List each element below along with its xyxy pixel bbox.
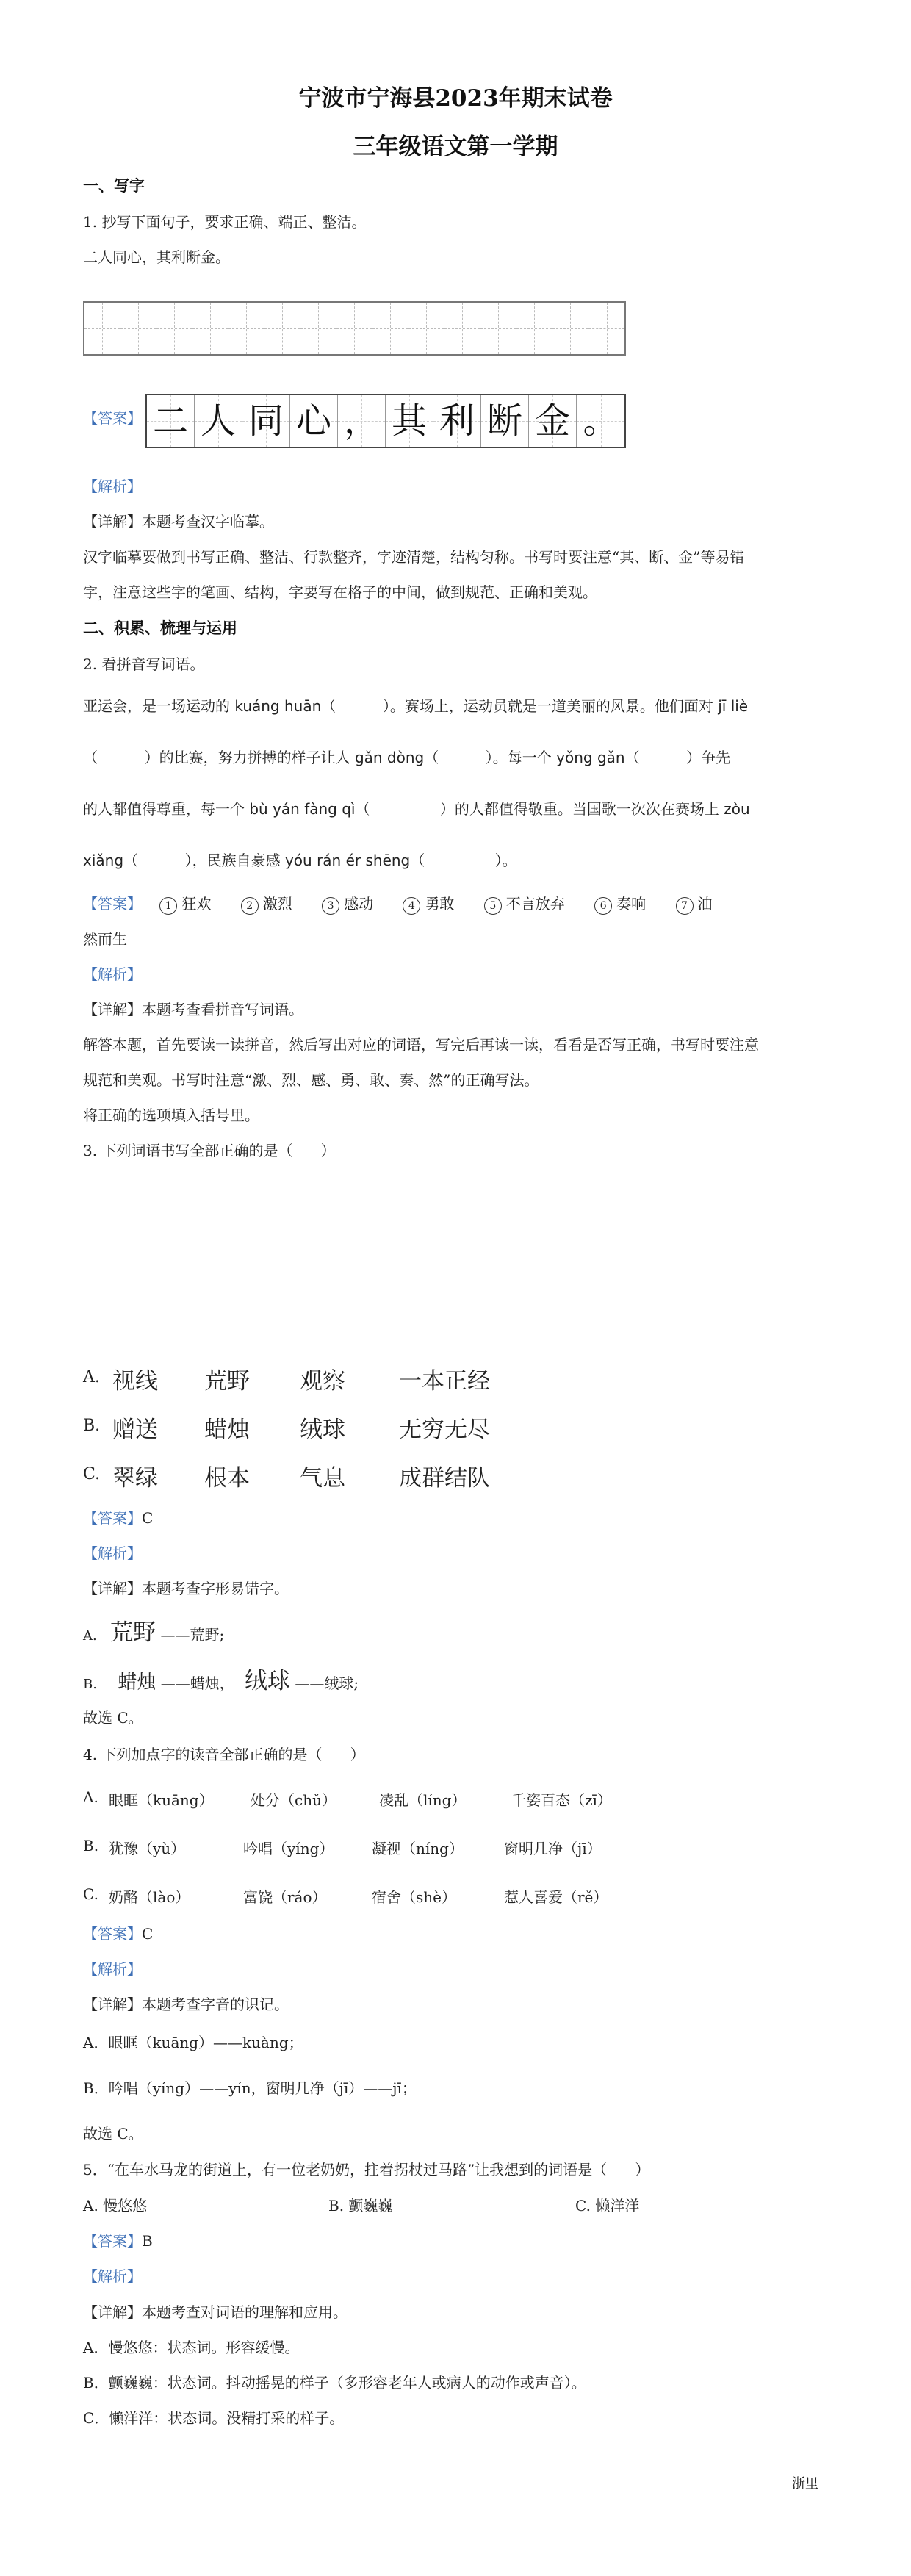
answer-char: 人: [200, 400, 236, 442]
answer-char: 。: [583, 400, 619, 442]
q1-jiexi-tag: 【解析】: [83, 478, 142, 495]
answer-char: 利: [439, 400, 475, 442]
q3-option-a[interactable]: A. 视线 荒野 观察 一本正经: [83, 1368, 490, 1395]
q2-line-2: （ ）的比赛，努力拼搏的样子让人 gǎn dòng（ ）。每一个 yǒng gǎn（ ）争先: [83, 749, 731, 766]
q5-answer: 【答案】B: [83, 2232, 153, 2250]
section-heading-1: 一、写字: [83, 176, 145, 195]
q3-conclude: 故选 C。: [83, 1709, 143, 1727]
q5-explain-a: A．慢悠悠：状态词。形容缓慢。: [83, 2339, 300, 2356]
answer-char: ，: [343, 400, 379, 442]
q3-option-c[interactable]: C. 翠绿 根本 气息 成群结队: [83, 1465, 490, 1492]
q2-line-1: 亚运会，是一场运动的 kuáng huān（ ）。赛场上，运动员就是一道美丽的风景。他们面对 jī liè: [83, 697, 749, 715]
q2-explain-3: 将正确的选项填入括号里。: [83, 1107, 259, 1124]
q5-option-c[interactable]: C. 懒洋洋: [575, 2197, 640, 2215]
answer-char: 心: [295, 400, 331, 442]
q4-explain-a: A．眼眶（kuāng）——kuàng；: [83, 2034, 303, 2051]
q4-option-c[interactable]: C. 奶酪（lào） 富饶（ráo） 宿舍（shè） 惹人喜爱（rě）: [83, 1885, 608, 1906]
q3-jiexi-tag: 【解析】: [83, 1544, 142, 1562]
q1-explain-2: 字，注意这些字的笔画、结构，字要写在格子的中间，做到规范、正确和美观。: [83, 583, 597, 601]
q4-option-b[interactable]: B. 犹豫（yù） 吟唱（yíng） 凝视（níng） 窗明几净（jī）: [83, 1837, 602, 1857]
question-4: 4. 下列加点字的读音全部正确的是（ ）: [83, 1746, 365, 1763]
answer-char: 其: [391, 400, 427, 442]
q4-explain-b: B．吟唱（yíng）——yín，窗明几净（jī）——jī；: [83, 2079, 417, 2097]
question-2: 2. 看拼音写词语。: [83, 655, 205, 673]
q2-answer-cont: 然而生: [83, 930, 127, 948]
q5-jiexi-tag: 【解析】: [83, 2267, 142, 2285]
answer-char: 同: [248, 400, 284, 442]
q5-option-a[interactable]: A. 慢悠悠: [83, 2197, 148, 2215]
q5-option-b[interactable]: B. 颤巍巍: [328, 2197, 393, 2215]
q2-line-3: 的人都值得尊重，每一个 bù yán fàng qì（ ）的人都值得敬重。当国歌一次次在赛场上 zòu: [83, 800, 750, 818]
q2-explain-2: 规范和美观。书写时注意“激、烈、感、勇、敢、奏、然”的正确写法。: [83, 1071, 539, 1089]
q4-answer: 【答案】C: [83, 1925, 154, 1943]
answer-char: 断: [486, 400, 522, 442]
page-footer: 浙里: [792, 2476, 818, 2492]
q2-line-4: xiǎng（ ），民族自豪感 yóu rán ér shēng（ ）。: [83, 852, 517, 869]
q5-explain-b: B．颤巍巍：状态词。抖动摇晃的样子（多形容老年人或病人的动作或声音）。: [83, 2374, 586, 2392]
q1-explain-1: 汉字临摹要做到书写正确、整洁、行款整齐，字迹清楚，结构匀称。书写时要注意“其、断、金”等易错: [83, 548, 745, 566]
writing-grid[interactable]: [83, 301, 626, 356]
q3-answer: 【答案】C: [83, 1509, 154, 1527]
question-3: 3. 下列词语书写全部正确的是（ ）: [83, 1142, 336, 1159]
q2-answer-line: 【答案】 1 狂欢 2 激烈 3 感动 4 勇敢 5 不言放弃 6 奏响 7 油: [83, 892, 713, 915]
q2-jiexi-tag: 【解析】: [83, 965, 142, 983]
q1-sentence: 二人同心，其利断金。: [83, 248, 230, 266]
q4-jiexi-tag: 【解析】: [83, 1960, 142, 1978]
q4-detail: 【详解】本题考查字音的识记。: [83, 1996, 289, 2013]
q4-conclude: 故选 C。: [83, 2125, 143, 2143]
q2-explain-1: 解答本题，首先要读一读拼音，然后写出对应的词语，写完后再读一读，看看是否写正确，书写时要注意: [83, 1036, 759, 1054]
q3-detail: 【详解】本题考查字形易错字。: [83, 1580, 289, 1597]
section-heading-2: 二、积累、梳理与运用: [83, 619, 237, 637]
q3-explain-b: B. 蜡烛 ——蜡烛， 绒球 ——绒球;: [83, 1668, 359, 1694]
q5-explain-c: C．懒洋洋：状态词。没精打采的样子。: [83, 2409, 345, 2427]
q1-detail: 【详解】本题考查汉字临摹。: [83, 513, 274, 530]
q1-answer-tag: 【答案】: [83, 409, 142, 427]
answer-char: 金: [534, 400, 570, 442]
page-subtitle: 三年级语文第一学期: [353, 134, 558, 160]
q2-detail: 【详解】本题考查看拼音写词语。: [83, 1001, 303, 1018]
q5-detail: 【详解】本题考查对词语的理解和应用。: [83, 2303, 348, 2321]
question-5: 5．“在车水马龙的街道上，有一位老奶奶，拄着拐杖过马路”让我想到的词语是（ ）: [83, 2161, 650, 2179]
q3-option-b[interactable]: B. 赠送 蜡烛 绒球 无穷无尽: [83, 1417, 490, 1443]
q4-option-a[interactable]: A. 眼眶（kuāng） 处分（chǔ） 凌乱（líng） 千姿百态（zī）: [83, 1788, 612, 1809]
q3-explain-a: A. 荒野 ——荒野;: [83, 1619, 225, 1646]
page-title: 宁波市宁海县2023年期末试卷: [298, 85, 613, 112]
answer-char: 二: [152, 400, 188, 442]
question-1: 1. 抄写下面句子，要求正确、端正、整洁。: [83, 213, 367, 231]
answer-handwriting-grid: [145, 394, 626, 448]
